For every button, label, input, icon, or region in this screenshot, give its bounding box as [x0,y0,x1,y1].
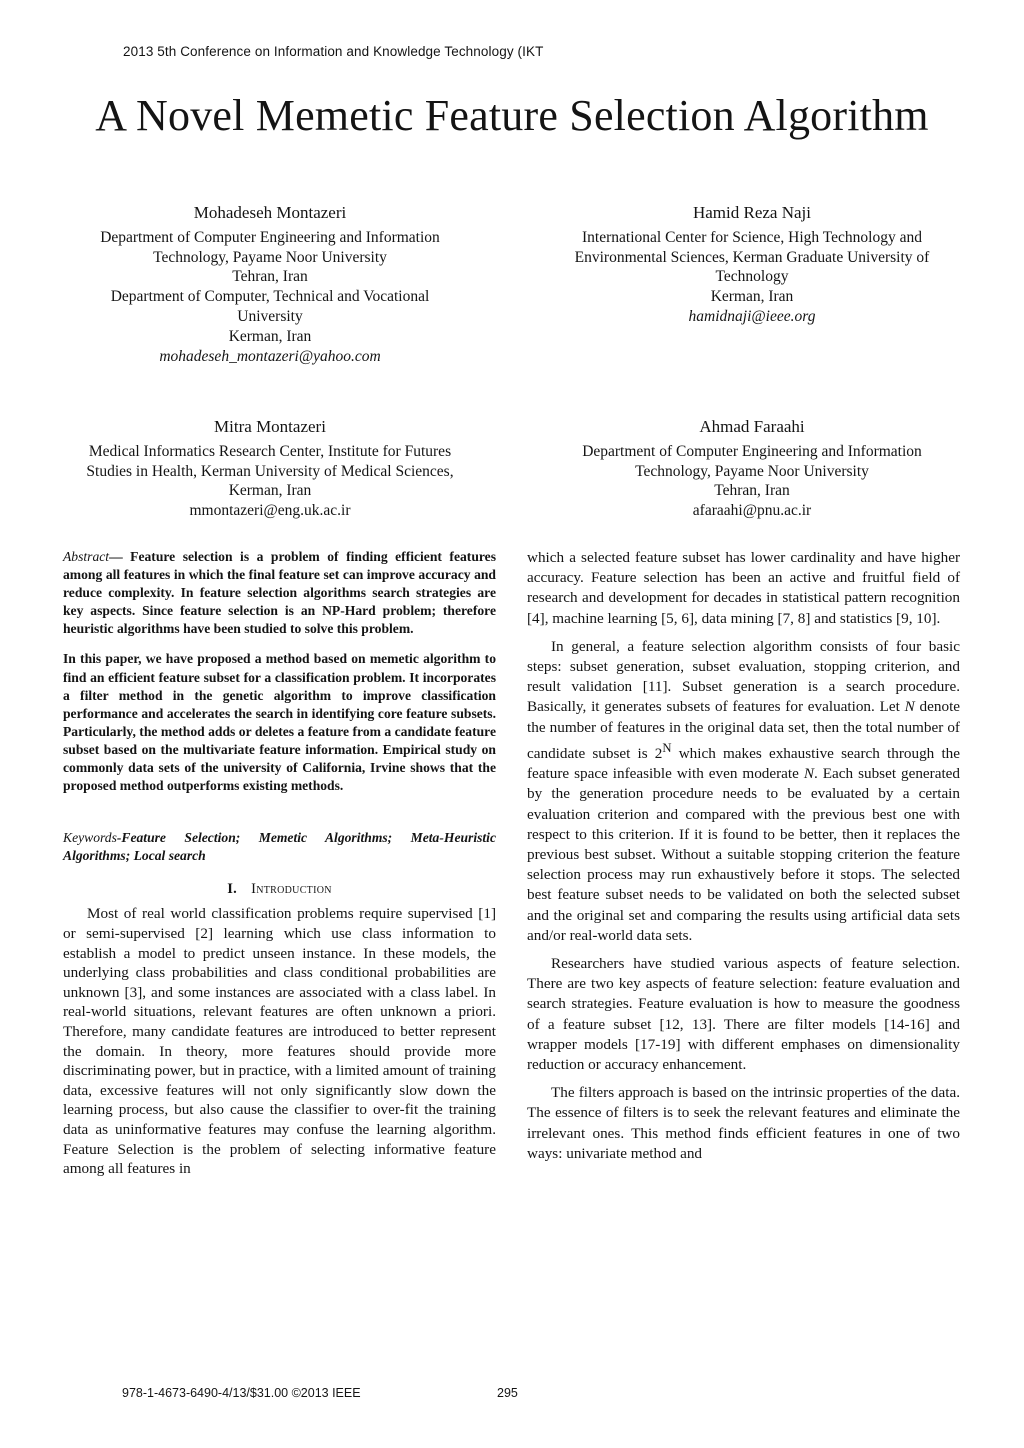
affiliation-line: Kerman, Iran [228,327,312,345]
affiliation-line: Kerman, Iran [228,482,312,500]
author-block-2 [532,203,972,327]
affiliation-line: Tehran, Iran [714,482,790,500]
p2-part-b: denote the number of features in the original data set, then the total number of candidate subset is 2 [527,698,961,762]
variable-n: N [904,698,915,716]
author-name: Hamid Reza Naji [692,203,811,222]
affiliation-line: Kerman, Iran [710,288,794,306]
left-column [63,548,496,1179]
affiliation-line: Studies in Health, Kerman University of Medical Sciences, [86,462,454,480]
right-column [527,548,960,1164]
affiliation-line: Environmental Sciences, Kerman Graduate University of [574,248,930,266]
intro-paragraph-3: Researchers have studied various aspects of feature selection. There are two key aspects of feature selection: feature evaluation and search strategies. Feature evaluation is how to measure the goodness of a feature subset [12, 13]. There are filter models [14-16] and wrapper models [17-19] with different emphases on dimensionality reduction or accuracy enhancement. [527,954,960,1073]
variable-n-2: N [803,765,814,783]
paper-title: A Novel Memetic Feature Selection Algorithm [95,91,929,140]
affiliation-line: Department of Computer Engineering and Information [582,442,922,460]
affiliation-line: Department of Computer, Technical and Vocational [110,288,430,306]
superscript-n: N [662,740,672,755]
page-number: 295 [497,1386,518,1400]
section-title: Introduction [251,881,332,898]
p2-part-c: which makes exhaustive search through the feature space infeasible with even moderate [527,744,960,783]
p2-part-a: In general, a feature selection algorithm consists of four basic steps: subset generation, subset evaluation, stopping criterion, and result validation [11]. Subset generation is a search procedure. Basically, it generates subsets of features for evaluation. Let [527,637,960,716]
author-email: mmontazeri@eng.uk.ac.ir [189,502,351,520]
abstract-paragraph-2: In this paper, we have proposed a method based on memetic algorithm to find an efficient feature subset for a classification problem. It incorporates a filter method in the genetic algorithm to improve classification performance and accelerates the search in identifying core feature subsets. Particularly, the method adds or deletes a feature from a candidate feature subset based on the multivariate feature information. Empirical study on commonly data sets of the university of California, Irvine shows that the proposed method outperforms existing methods. [63,651,496,794]
author-email: afaraahi@pnu.ac.ir [692,502,812,520]
affiliation-line: Technology [715,268,789,286]
section-heading-introduction [63,881,496,898]
author-block-4 [532,417,972,521]
keywords [63,829,496,865]
author-name: Ahmad Faraahi [699,417,805,436]
affiliation-line: Department of Computer Engineering and Information [100,228,440,246]
abstract [63,548,496,795]
author-email: mohadeseh_montazeri@yahoo.com [159,347,381,365]
abstract-text-1: — Feature selection is a problem of finding efficient features among all features in which the final feature set can improve accuracy and reduce complexity. In feature selection algorithms search strategies are key aspects. Since feature selection is an NP-Hard problem; therefore heuristic algorithms have been studied to solve this problem. [63,549,496,637]
abstract-label: Abstract [63,549,110,564]
section-number: I. [227,881,238,898]
author-block-1 [50,203,490,366]
keywords-label: Keywords [63,830,117,846]
intro-paragraph-1: Most of real world classification problems require supervised [1] or semi-supervised [2] learning which use class information to establish a model to predict unseen instance. In these models, the underlying class probabilities and class conditional probabilities are unknown [3], and some instances are associated with a class label. In real-world situations, relevant features are often unknown a priori. Therefore, many candidate features are introduced to better represent the domain. In theory, more features should provide more discriminating power, but in practice, with a limited amount of training data, excessive features will not only significantly slow down the learning process, but also cause the classifier to over-fit the training data as uninformative features may confuse the learning algorithm. Feature Selection is the problem of selecting informative feature among all features in [63,905,496,1178]
affiliation-line: Medical Informatics Research Center, Institute for Futures [88,442,452,460]
author-name: Mohadeseh Montazeri [193,203,347,222]
affiliation-line: Tehran, Iran [232,268,308,286]
keywords-text: -Feature Selection; Memetic Algorithms; Meta-Heuristic Algorithms; Local search [63,830,496,864]
intro-paragraph-4: The filters approach is based on the intrinsic properties of the data. The essence of filters is to seek the relevant features and eliminate the irrelevant ones. This method finds efficient features in one of two ways: univariate method and [527,1084,960,1162]
copyright-footer: 978-1-4673-6490-4/13/$31.00 ©2013 IEEE [122,1386,361,1400]
p2-part-d: . Each subset generated by the generation procedure needs to be evaluated by a certain evaluation criterion and compared with the previous best one with respect to this criterion. If it is found to be better, then it replaces the previous best subset. Without a suitable stopping criterion the feature selection process may run exhaustively before it stops. The selected best feature subset needs to be validated on both the selected subset and the original set and comparing the results using artificial data sets and/or real-world data sets. [527,765,961,944]
affiliation-line: International Center for Science, High Technology and [582,228,922,246]
author-block-3 [50,417,490,521]
author-name: Mitra Montazeri [214,417,326,436]
conference-header: 2013 5th Conference on Information and Knowledge Technology (IKT [123,44,544,59]
author-email: hamidnaji@ieee.org [688,307,816,325]
intro-paragraph-2 [527,637,960,946]
abstract-paragraph-1 [63,548,496,638]
intro-paragraph-continued: which a selected feature subset has lower cardinality and have higher accuracy. Feature selection has been an active and fruitful field of research and development for decades in statistical pattern recognition [4], machine learning [5, 6], data mining [7, 8] and statistics [9, 10]. [527,549,960,627]
affiliation-line: Technology, Payame Noor University [635,462,869,480]
affiliation-line: Technology, Payame Noor University [153,248,387,266]
affiliation-line: University [237,307,303,325]
